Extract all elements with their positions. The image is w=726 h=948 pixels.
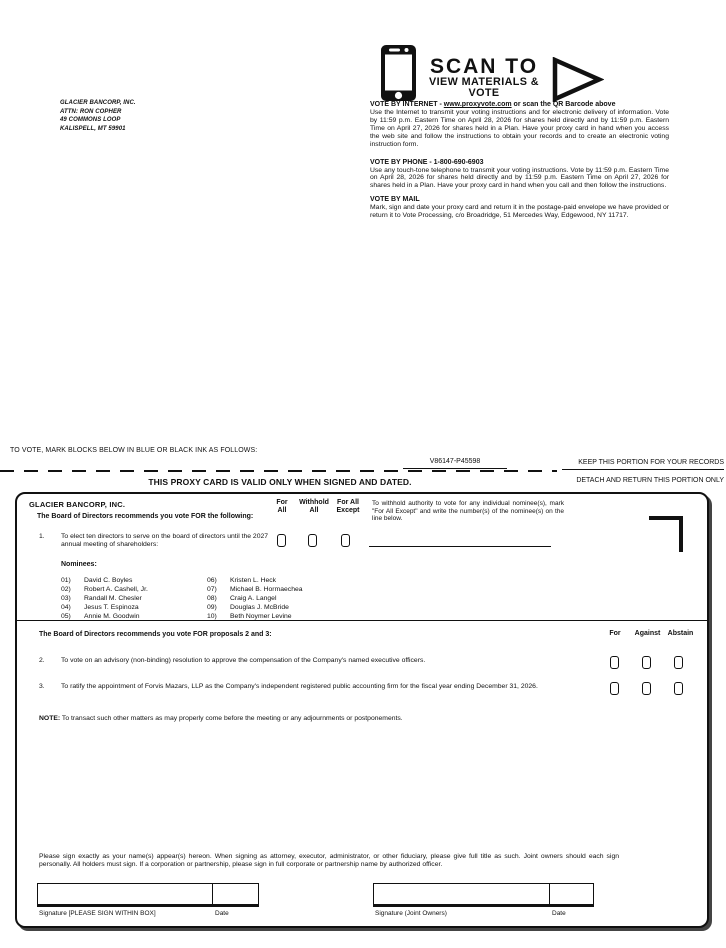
sender-line: ATTN: RON COPHER: [60, 108, 122, 115]
registration-corner-mark: [649, 516, 683, 552]
note-text: [39, 715, 639, 723]
nominee-exception-write-line[interactable]: [369, 546, 551, 547]
proposal-3-for-checkbox[interactable]: [610, 682, 619, 695]
detach-return-text: DETACH AND RETURN THIS PORTION ONLY: [576, 477, 724, 484]
column-header-abstain: Abstain: [667, 630, 694, 637]
nominee-name: Randall M. Chesler: [84, 595, 142, 602]
arrow-right-icon: [552, 57, 604, 107]
vote-phone-body: Use any touch-tone telephone to transmit your voting instructions. Vote by 11:59 p.m. Eastern Time on April 28, 2026 for shares held directly and by 11:59 p.m. Eastern Time on April 27, 2026 for shares held in a Plan. Have your proxy card in hand when you call and then follow the instructions.: [370, 166, 669, 190]
sender-line: 49 COMMONS LOOP: [60, 117, 121, 123]
column-header-line: Withhold: [299, 499, 329, 506]
date-joint-label: Date: [552, 910, 566, 917]
withhold-instructions: To withhold authority to vote for any individual nominee(s), mark "For All Except" and write the number(s) of the nominee(s) on the line below.: [372, 500, 564, 523]
nominee-number: 10): [207, 613, 217, 620]
vote-internet-heading-prefix: VOTE BY INTERNET -: [370, 101, 444, 108]
proposal-1-for-all-checkbox[interactable]: [277, 534, 286, 547]
company-name: GLACIER BANCORP, INC.: [29, 500, 126, 509]
note-body: To transact such other matters as may properly come before the meeting or any adjournments or postponements.: [60, 715, 403, 722]
nominee-number: 01): [61, 577, 71, 584]
nominee-number: 04): [61, 604, 71, 611]
column-header-line: All: [309, 507, 319, 514]
nominee-name: Michael B. Hormaechea: [230, 586, 303, 593]
nominee-number: 09): [207, 604, 217, 611]
valid-when-signed-notice: THIS PROXY CARD IS VALID ONLY WHEN SIGNED AND DATED.: [148, 477, 412, 487]
column-header-line: For: [276, 499, 288, 506]
scan-banner: [420, 56, 548, 99]
column-header-against: Against: [634, 630, 661, 637]
nominees-label: Nominees:: [61, 561, 97, 568]
date-box-joint[interactable]: [550, 883, 594, 907]
proposal-3-abstain-checkbox[interactable]: [674, 682, 683, 695]
proxyvote-link[interactable]: www.proxyvote.com: [443, 101, 512, 108]
vote-internet-heading-suffix: or scan the QR Barcode above: [511, 101, 616, 108]
vote-internet-heading: [370, 101, 669, 109]
nominee-number: 05): [61, 613, 71, 620]
keep-portion-text: KEEP THIS PORTION FOR YOUR RECORDS: [562, 459, 724, 470]
signature-box-primary[interactable]: [37, 883, 213, 907]
nominee-number: 03): [61, 595, 71, 602]
detach-dashed-line: [0, 470, 557, 472]
proposal-1-number: 1.: [39, 533, 45, 540]
mark-blocks-instruction: TO VOTE, MARK BLOCKS BELOW IN BLUE OR BLACK INK AS FOLLOWS:: [10, 447, 258, 454]
smartphone-icon: [380, 44, 417, 107]
proposal-2-text: To vote on an advisory (non-binding) resolution to approve the compensation of the Company's named executive officers.: [61, 657, 426, 664]
column-header-for-all: [267, 499, 297, 515]
nominee-number: 08): [207, 595, 217, 602]
sender-address: [60, 99, 136, 133]
vote-mail-heading: VOTE BY MAIL: [370, 196, 420, 204]
nominee-name: David C. Boyles: [84, 577, 133, 584]
nominee-name: Annie M. Goodwin: [84, 613, 140, 620]
scan-banner-title: SCAN TO: [429, 55, 539, 78]
proposal-1-text: To elect ten directors to serve on the board of directors until the 2027 annual meeting of shareholders:: [61, 533, 269, 548]
signature-instructions: Please sign exactly as your name(s) appear(s) hereon. When signing as attorney, executor, administrator, or other fiduciary, please give full title as such. Joint owners should each sign personally. All holders must sign. If a corporation or partnership, please sign in full corporate or partnership name by authorized officer.: [39, 853, 619, 868]
nominee-number: 06): [207, 577, 217, 584]
vote-internet-body: Use the Internet to transmit your voting instructions and for electronic delivery of information. Vote by 11:59 p.m. Eastern Time on April 28, 2026 for shares held directly and by 11:59 p.m. Eastern Time on April 27, 2026 for shares held in a Plan. Have your proxy card in hand when you access the web site and follow the instructions to obtain your records and to create an electronic voting instruction form.: [370, 109, 669, 148]
column-header-line: Except: [336, 507, 360, 514]
signature-joint-label: Signature (Joint Owners): [375, 910, 447, 917]
proposal-3-text: To ratify the appointment of Forvis Mazars, LLP as the Company's independent registered public accounting firm for the fiscal year ending December 31, 2026.: [61, 683, 538, 690]
column-header-line: All: [277, 507, 287, 514]
proposal-2-number: 2.: [39, 657, 45, 664]
nominee-name: Beth Noymer Levine: [230, 613, 292, 620]
nominee-name: Jesus T. Espinoza: [84, 604, 139, 611]
sender-line: KALISPELL, MT 59901: [60, 125, 126, 132]
column-header-line: For All: [337, 499, 359, 506]
nominee-name: Kristen L. Heck: [230, 577, 277, 584]
nominee-name: Robert A. Cashell, Jr.: [84, 586, 148, 593]
date-box-primary[interactable]: [213, 883, 259, 907]
proposal-1-for-all-except-checkbox[interactable]: [341, 534, 350, 547]
nominee-number: 02): [61, 586, 71, 593]
board-recommendation-1: The Board of Directors recommends you vote FOR the following:: [37, 513, 254, 520]
nominee-number: 07): [207, 586, 217, 593]
column-header-for-all-except: [328, 499, 368, 515]
proposal-2-abstain-checkbox[interactable]: [674, 656, 683, 669]
proposal-2-against-checkbox[interactable]: [642, 656, 651, 669]
signature-box-joint[interactable]: [373, 883, 550, 907]
vote-mail-body: Mark, sign and date your proxy card and return it in the postage-paid envelope we have provided or return it to Vote Processing, c/o Broadridge, 51 Mercedes Way, Edgewood, NY 11717.: [370, 204, 669, 220]
vote-instructions: [370, 101, 669, 220]
nominee-name: Douglas J. McBride: [230, 604, 289, 611]
board-recommendation-2: The Board of Directors recommends you vote FOR proposals 2 and 3:: [39, 631, 272, 638]
sender-line: GLACIER BANCORP, INC.: [60, 100, 136, 106]
scan-banner-subtitle: VIEW MATERIALS & VOTE: [429, 76, 539, 99]
date-primary-label: Date: [215, 910, 229, 917]
nominee-name: Craig A. Langel: [230, 595, 277, 602]
proxy-card: [15, 492, 709, 928]
proposal-2-for-checkbox[interactable]: [610, 656, 619, 669]
column-header-for: For: [609, 630, 621, 637]
proposal-3-number: 3.: [39, 683, 45, 690]
section-divider: [17, 620, 707, 621]
proposal-1-withhold-all-checkbox[interactable]: [308, 534, 317, 547]
control-number: V86147-P45598: [403, 458, 507, 469]
proposal-3-against-checkbox[interactable]: [642, 682, 651, 695]
note-label: NOTE:: [39, 715, 61, 722]
signature-primary-label: Signature [PLEASE SIGN WITHIN BOX]: [39, 910, 156, 917]
vote-phone-heading: VOTE BY PHONE - 1-800-690-6903: [370, 158, 484, 166]
